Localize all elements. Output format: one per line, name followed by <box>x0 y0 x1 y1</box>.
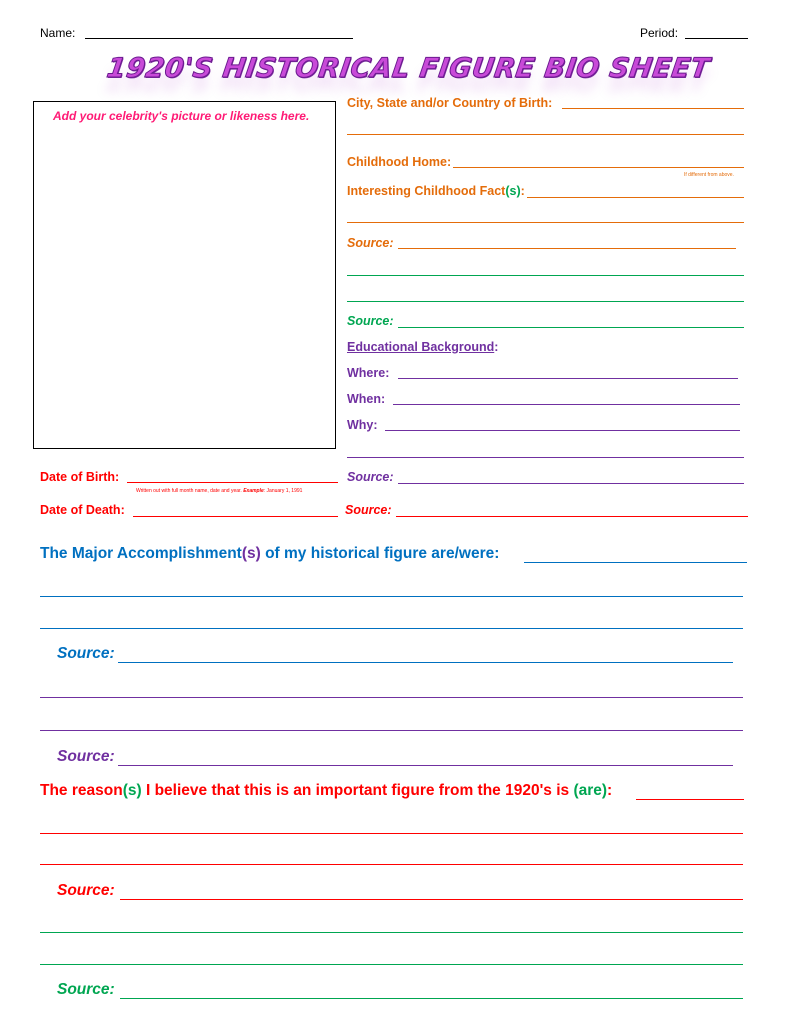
birthplace-label: City, State and/or Country of Birth: <box>347 96 553 110</box>
green-line-1[interactable] <box>347 275 744 276</box>
page-title: 1920'S HISTORICAL FIGURE BIO SHEET <box>104 53 712 84</box>
purple-line-2[interactable] <box>40 730 743 731</box>
green-line-2[interactable] <box>347 301 744 302</box>
source-label-blue: Source: <box>57 645 115 662</box>
reason-field[interactable] <box>636 799 744 800</box>
source-field-green-2[interactable] <box>120 998 743 999</box>
reason-line-1[interactable] <box>40 833 743 834</box>
why-field[interactable] <box>385 430 740 431</box>
picture-caption: Add your celebrity's picture or likeness here. <box>53 109 310 123</box>
source-label-green-2: Source: <box>57 981 115 998</box>
source-label-purple-2: Source: <box>57 748 115 765</box>
source-label-purple: Source: <box>347 470 394 484</box>
accomplishments-line-1[interactable] <box>40 596 743 597</box>
date-of-death-field[interactable] <box>133 516 338 517</box>
reason-heading: The reason(s) I believe that this is an important figure from the 1920's is (are): <box>40 782 613 799</box>
accomplishments-field[interactable] <box>524 562 747 563</box>
when-label: When: <box>347 392 386 406</box>
source-field-orange[interactable] <box>398 248 736 249</box>
birth-format-note: Written out with full month name, date and year. Example: January 1, 1991 <box>136 488 303 494</box>
childhood-home-label: Childhood Home: <box>347 155 452 169</box>
education-label: Educational Background: <box>347 340 499 354</box>
when-field[interactable] <box>393 404 740 405</box>
source-label-red: Source: <box>345 503 392 517</box>
childhood-fact-field[interactable] <box>527 197 744 198</box>
source-field-purple[interactable] <box>398 483 744 484</box>
birthplace-field-2[interactable] <box>347 134 744 135</box>
source-label-green: Source: <box>347 314 394 328</box>
childhood-fact-label: Interesting Childhood Fact(s): <box>347 184 525 198</box>
why-label: Why: <box>347 418 378 432</box>
if-different-note: If different from above. <box>684 172 734 178</box>
source-field-purple-2[interactable] <box>118 765 733 766</box>
where-label: Where: <box>347 366 390 380</box>
date-of-death-label: Date of Death: <box>40 503 125 517</box>
source-field-red[interactable] <box>396 516 748 517</box>
childhood-home-field[interactable] <box>453 167 744 168</box>
where-field[interactable] <box>398 378 738 379</box>
accomplishments-line-2[interactable] <box>40 628 743 629</box>
green-line-4[interactable] <box>40 964 743 965</box>
date-of-birth-field[interactable] <box>127 482 338 483</box>
birthplace-field[interactable] <box>562 108 744 109</box>
date-of-birth-label: Date of Birth: <box>40 470 120 484</box>
source-field-green[interactable] <box>398 327 744 328</box>
reason-line-2[interactable] <box>40 864 743 865</box>
source-field-blue[interactable] <box>118 662 733 663</box>
source-field-red-2[interactable] <box>120 899 743 900</box>
period-field[interactable] <box>685 38 748 39</box>
source-label-orange: Source: <box>347 236 394 250</box>
source-label-red-2: Source: <box>57 882 115 899</box>
green-line-3[interactable] <box>40 932 743 933</box>
accomplishments-heading: The Major Accomplishment(s) of my historical figure are/were: <box>40 545 500 562</box>
purple-line-1[interactable] <box>40 697 743 698</box>
childhood-fact-field-2[interactable] <box>347 222 744 223</box>
why-field-2[interactable] <box>347 457 744 458</box>
picture-box[interactable] <box>33 101 336 449</box>
period-label: Period: <box>640 26 679 40</box>
name-label: Name: <box>40 26 76 40</box>
name-field[interactable] <box>85 38 353 39</box>
